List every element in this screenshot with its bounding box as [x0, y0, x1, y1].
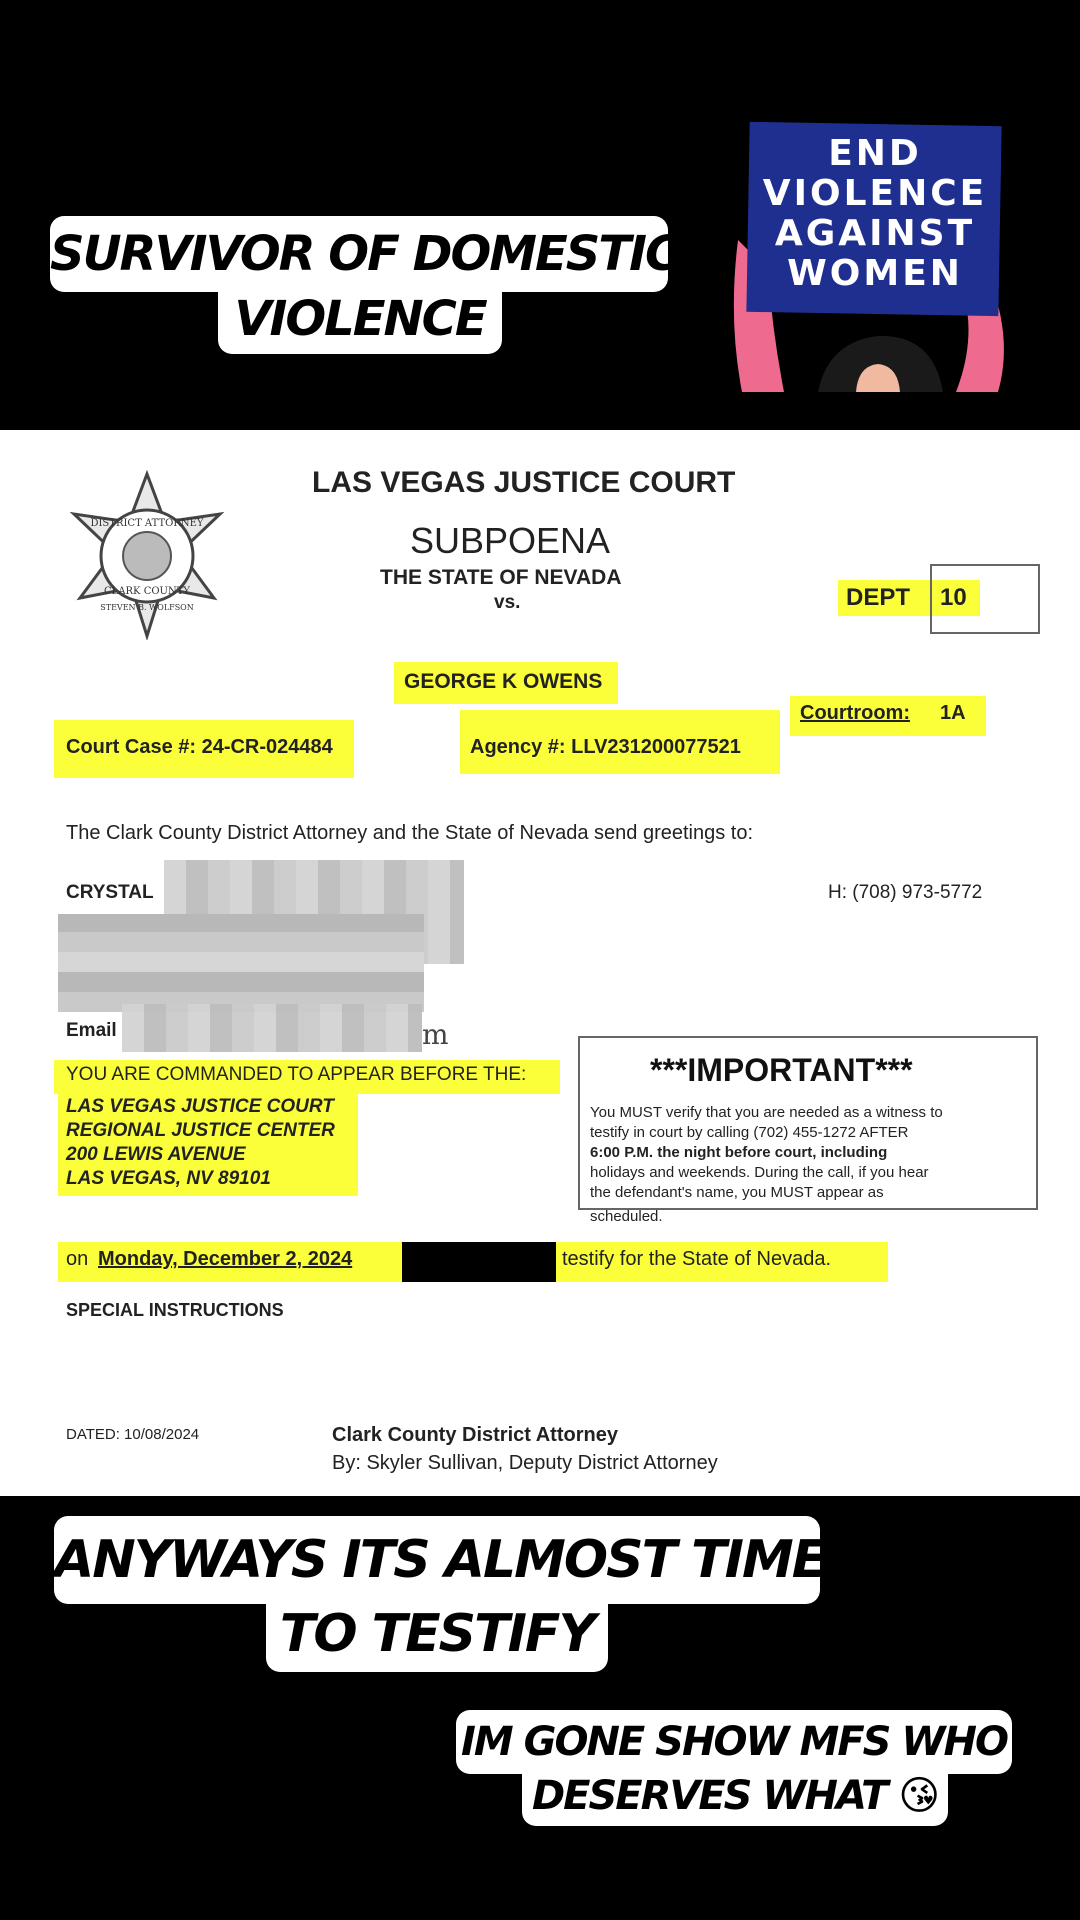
address-line-2: REGIONAL JUSTICE CENTER	[66, 1120, 335, 1141]
district-attorney-star-seal	[62, 470, 232, 640]
courtroom-value: 1A	[940, 702, 966, 724]
end-violence-sticker	[728, 120, 1018, 392]
bottom-caption-1-line2: TO TESTIFY	[266, 1596, 608, 1672]
redacted-address-blur	[58, 914, 424, 1012]
commanded-text: YOU ARE COMMANDED TO APPEAR BEFORE THE:	[66, 1064, 527, 1085]
important-line-2: testify in court by calling (702) 455-1272 AFTER	[590, 1124, 909, 1141]
signed-by: By: Skyler Sullivan, Deputy District Attorney	[332, 1452, 718, 1474]
dated-label: DATED: 10/08/2024	[66, 1426, 200, 1443]
state-name: THE STATE OF NEVADA	[380, 566, 622, 589]
important-notice-box	[578, 1036, 1038, 1210]
important-line-1: You MUST verify that you are needed as a witness to	[590, 1104, 943, 1121]
important-line-4: holidays and weekends. During the call, if you hear	[590, 1164, 929, 1181]
dept-label: DEPT	[846, 584, 911, 611]
dept-value: 10	[940, 584, 967, 611]
important-title: ***IMPORTANT***	[650, 1052, 913, 1088]
address-line-1: LAS VEGAS JUSTICE COURT	[66, 1096, 334, 1117]
testify-text: testify for the State of Nevada.	[562, 1248, 832, 1270]
courtroom-label: Courtroom:	[800, 702, 910, 724]
on-label: on	[66, 1248, 89, 1270]
sticker-line-against: AGAINST	[774, 213, 976, 254]
defendant-name: GEORGE K OWENS	[404, 670, 603, 693]
address-line-4: LAS VEGAS, NV 89101	[66, 1168, 271, 1189]
bottom-caption-2-line1: IM GONE SHOW MFS WHO	[456, 1710, 1012, 1774]
important-line-3: 6:00 P.M. the night before court, including	[590, 1144, 888, 1161]
seal-text-top: DISTRICT ATTORNEY	[90, 518, 204, 529]
redacted-time-bar	[402, 1242, 556, 1282]
address-line-3: 200 LEWIS AVENUE	[66, 1144, 246, 1165]
email-tail: m	[422, 1018, 449, 1051]
court-name: LAS VEGAS JUSTICE COURT	[312, 466, 736, 499]
top-caption-line1: SURVIVOR OF DOMESTIC	[50, 216, 668, 292]
seal-text-bottom: STEVEN B. WOLFSON	[100, 603, 194, 612]
important-line-6: scheduled.	[590, 1208, 663, 1225]
case-number: Court Case #: 24-CR-024484	[66, 736, 333, 758]
important-line-5: the defendant's name, you MUST appear as	[590, 1184, 884, 1201]
seal-text-middle: CLARK COUNTY	[104, 586, 190, 597]
top-caption-line2: VIOLENCE	[218, 284, 502, 354]
subpoena-document	[0, 430, 1080, 1496]
bottom-caption-1-line1: ANYWAYS ITS ALMOST TIME	[54, 1516, 820, 1604]
recipient-phone: H: (708) 973-5772	[828, 882, 983, 903]
district-attorney-label: Clark County District Attorney	[332, 1424, 618, 1446]
sticker-line-violence: VIOLENCE	[762, 173, 988, 214]
appearance-date: Monday, December 2, 2024	[98, 1248, 353, 1270]
document-title: SUBPOENA	[410, 520, 611, 561]
sticker-line-end: END	[828, 133, 922, 174]
redacted-email-blur	[122, 1004, 422, 1052]
bottom-caption-2-line2: DESERVES WHAT 😘	[522, 1766, 948, 1826]
special-instructions-label: SPECIAL INSTRUCTIONS	[66, 1300, 284, 1320]
greeting-text: The Clark County District Attorney and the State of Nevada send greetings to:	[66, 822, 754, 844]
sticker-line-women: WOMEN	[787, 253, 963, 294]
email-label: Email	[66, 1020, 117, 1041]
versus-label: vs.	[494, 592, 521, 613]
recipient-name: CRYSTAL	[66, 882, 154, 903]
agency-number: Agency #: LLV231200077521	[470, 736, 741, 758]
